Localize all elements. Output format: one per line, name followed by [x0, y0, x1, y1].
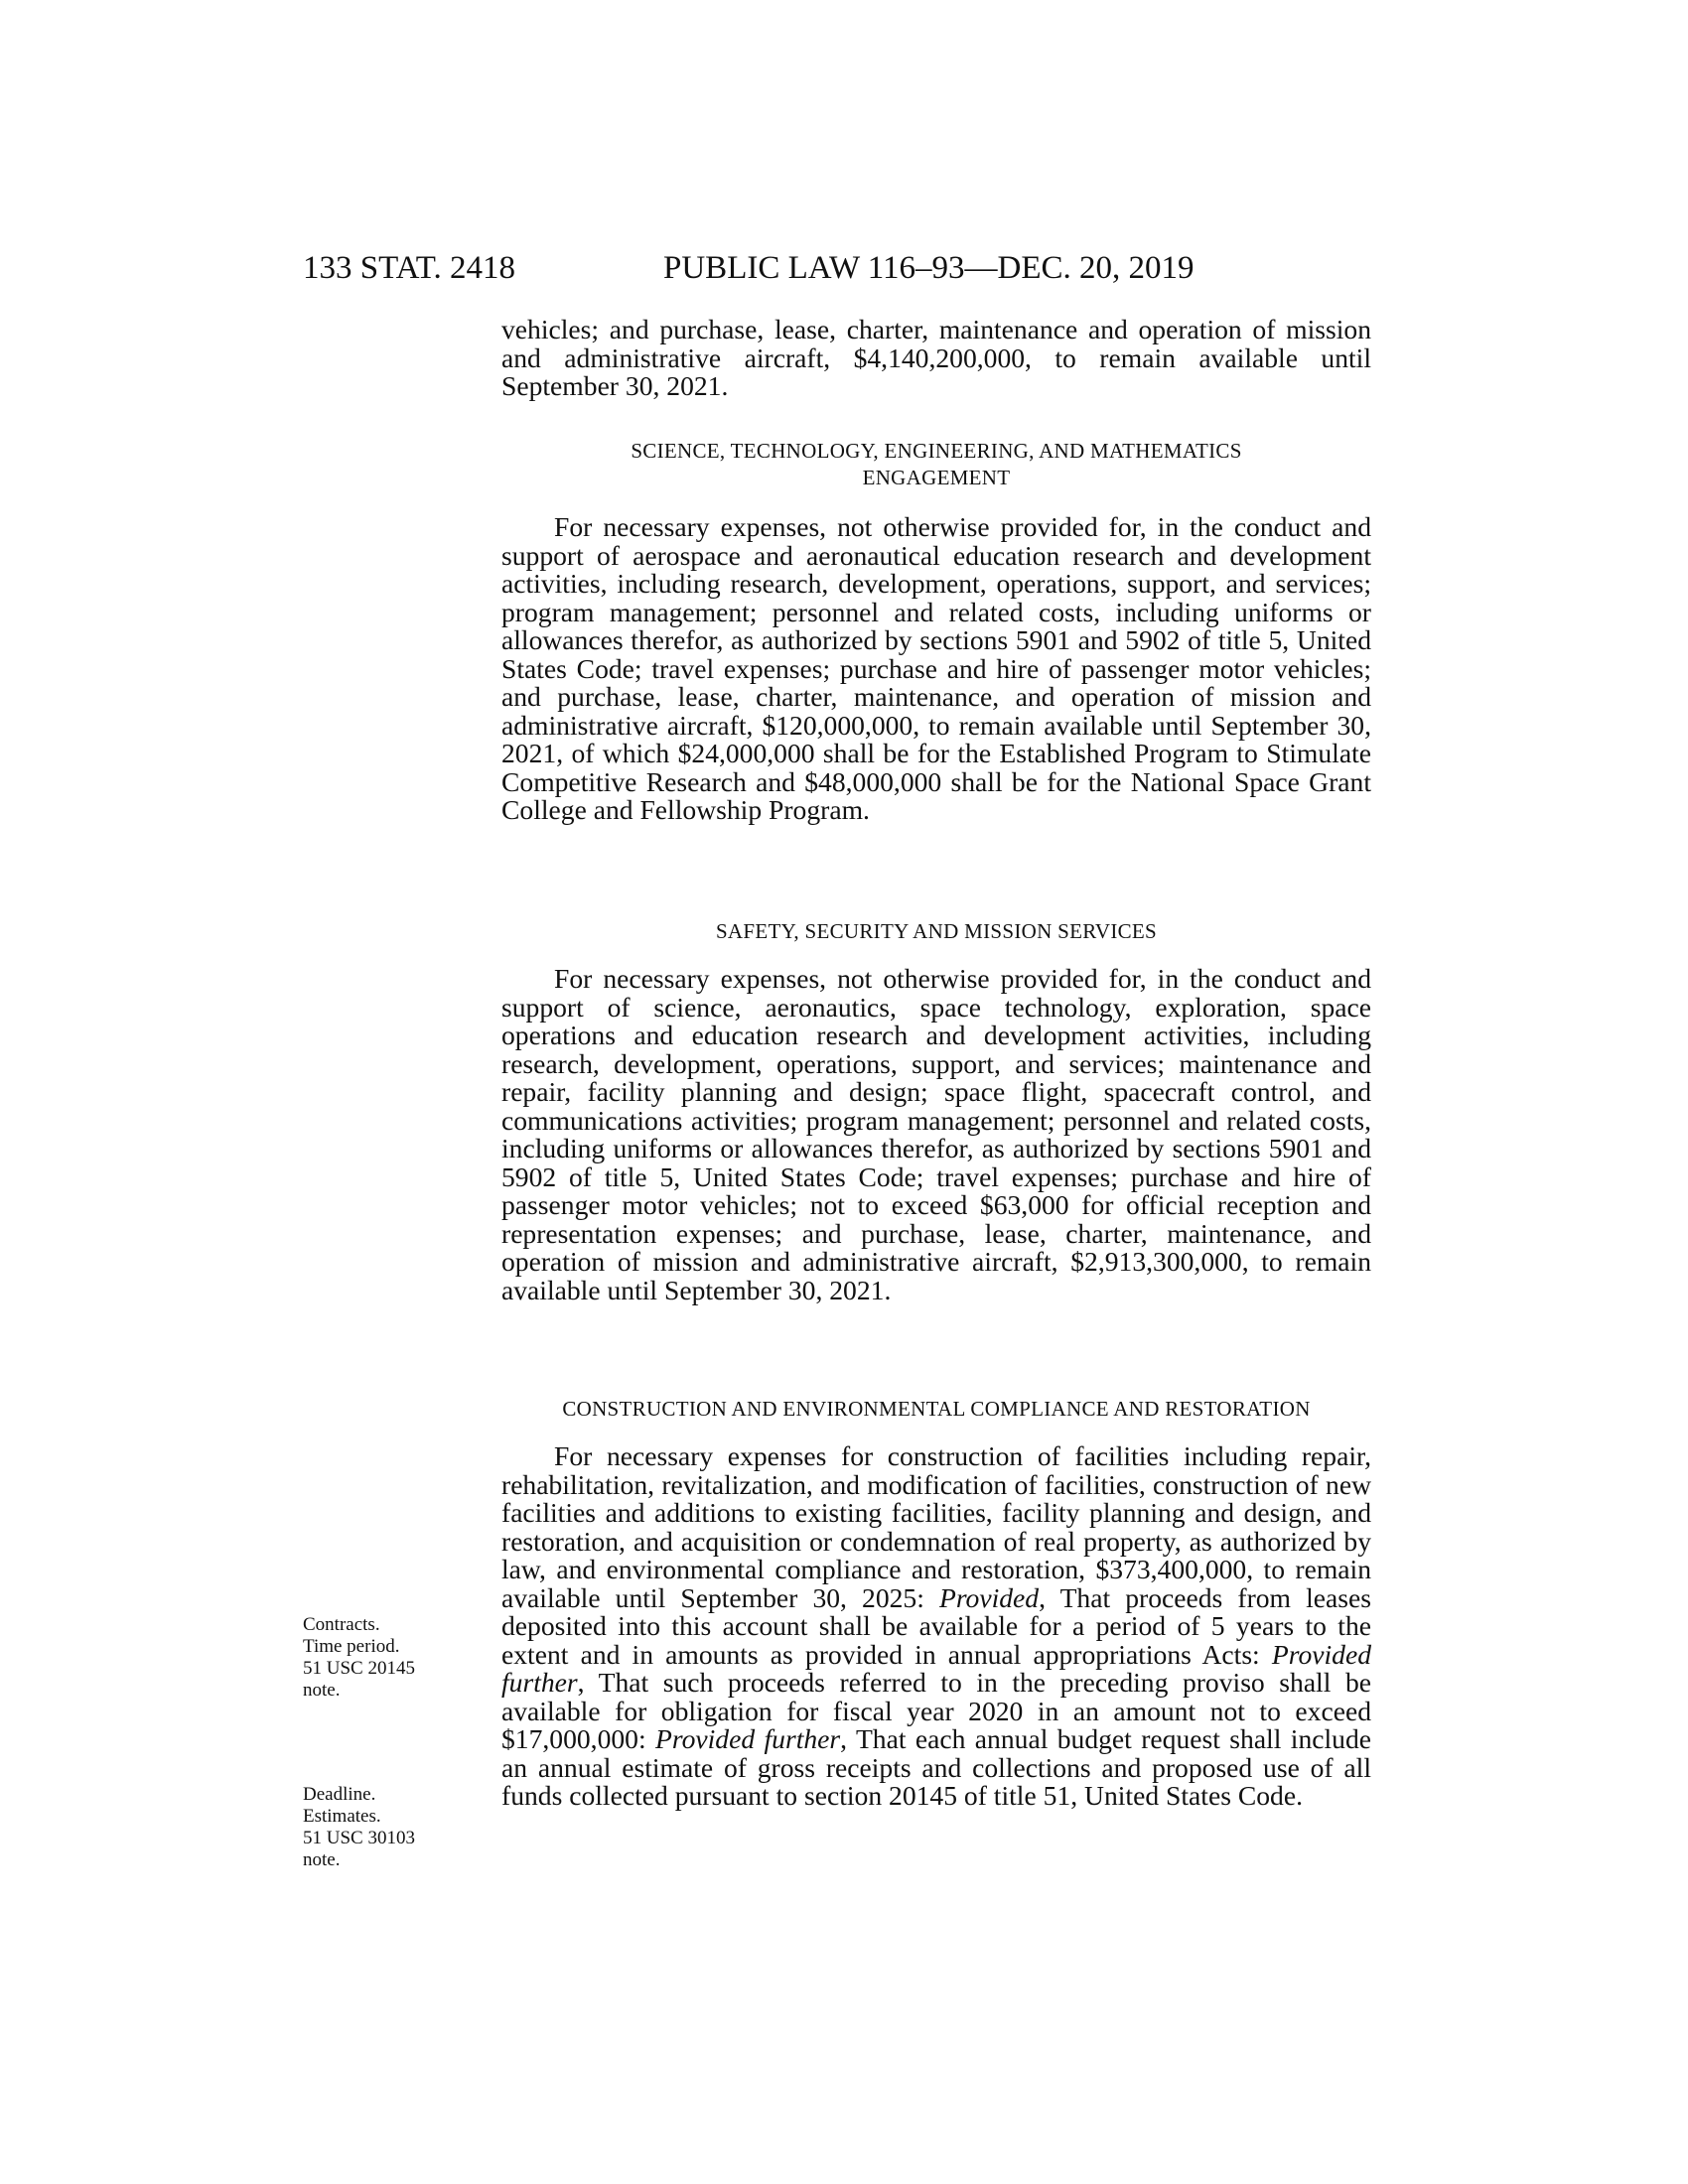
stem-paragraph: For necessary expenses, not otherwise provided for, in the conduct and support of aerospace and aeronautical education research and development activities, including research, development, operations, support, and services; program management; personnel and related costs, including uniforms or allowances therefor, as authorized by sections 5901 and 5902 of title 5, United States Code; travel expenses; purchase and hire of passenger motor vehicles; and purchase, lease, charter, maintenance, and operation of mission and administrative aircraft, $120,000,000, to remain available until September 30, 2021, of which $24,000,000 shall be for the Established Program to Stimulate Competitive Research and $48,000,000 shall be for the National Space Grant College and Fellowship Program.	[501, 511, 1371, 825]
intro-paragraph-block	[501, 316, 1371, 401]
margin-note-line: Estimates.	[303, 1806, 381, 1827]
construction-heading: CONSTRUCTION AND ENVIRONMENTAL COMPLIANCE AND RESTORATION	[562, 1397, 1311, 1421]
construction-text-2: , That proceeds from leases deposited into this account shall be available for a period of 5 years to the extent and in amounts as provided in annual appropriations Acts:	[501, 1581, 1371, 1670]
proviso-3: Provided further	[655, 1723, 841, 1754]
margin-note-line: Time period.	[303, 1636, 400, 1657]
margin-note-line: 51 USC 20145	[303, 1658, 415, 1679]
stem-paragraph-block	[501, 513, 1371, 825]
construction-text-4: , That each annual budget request shall include an annual estimate of gross receipts and collections and proposed use of all funds collected pursuant to section 20145 of title 51, United States Code.	[501, 1723, 1371, 1811]
proviso-1: Provided	[938, 1581, 1040, 1613]
construction-paragraph	[501, 1442, 1371, 1811]
safety-paragraph: For necessary expenses, not otherwise provided for, in the conduct and support of science, aeronautics, space technology, exploration, space operations and education research and development activities, including research, development, operations, support, and services; maintenance and repair, facility planning and design; space flight, spacecraft control, and communications activities; program management; personnel and related costs, including uniforms or allowances therefor, as authorized by sections 5901 and 5902 of title 5, United States Code; travel expenses; purchase and hire of passenger motor vehicles; not to exceed $63,000 for official reception and representation expenses; and purchase, lease, charter, maintenance, and operation of mission and administrative aircraft, $2,913,300,000, to remain available until September 30, 2021.	[501, 963, 1371, 1305]
construction-paragraph-block	[501, 1442, 1371, 1811]
construction-text-1: For necessary expenses for construction of facilities including repair, rehabilitation, revitalization, and modification of facilities, construction of new facilities and additions to existing facilities, facility planning and design, and restoration, and acquisition or condemnation of real property, as authorized by law, and environmental compliance and restoration, $373,400,000, to remain available until September 30, 2025:	[501, 1440, 1371, 1613]
running-header: PUBLIC LAW 116–93—DEC. 20, 2019	[663, 250, 1195, 286]
stem-heading-line1: SCIENCE, TECHNOLOGY, ENGINEERING, AND MATHEMATICS	[631, 439, 1242, 463]
margin-note-deadline	[303, 1784, 452, 1871]
margin-note-line: Contracts.	[303, 1614, 380, 1635]
margin-note-line: note.	[303, 1680, 341, 1701]
margin-note-line: note.	[303, 1849, 341, 1870]
stem-heading-line2: ENGAGEMENT	[862, 466, 1011, 489]
margin-note-contracts	[303, 1614, 452, 1702]
construction-text-3: , That such proceeds referred to in the preceding proviso shall be available for obligation for fiscal year 2020 in an amount not to exceed $17,000,000:	[501, 1667, 1371, 1754]
safety-heading: SAFETY, SECURITY AND MISSION SERVICES	[715, 919, 1158, 943]
margin-note-line: Deadline.	[303, 1784, 376, 1805]
intro-paragraph: vehicles; and purchase, lease, charter, maintenance and operation of mission and administrative aircraft, $4,140,200,000, to remain available until September 30, 2021.	[501, 314, 1371, 401]
proviso-2: Provided further	[501, 1638, 1371, 1698]
safety-paragraph-block	[501, 965, 1371, 1304]
stem-heading	[501, 438, 1371, 491]
margin-note-line: 51 USC 30103	[303, 1828, 415, 1848]
statute-page-number: 133 STAT. 2418	[303, 250, 516, 286]
